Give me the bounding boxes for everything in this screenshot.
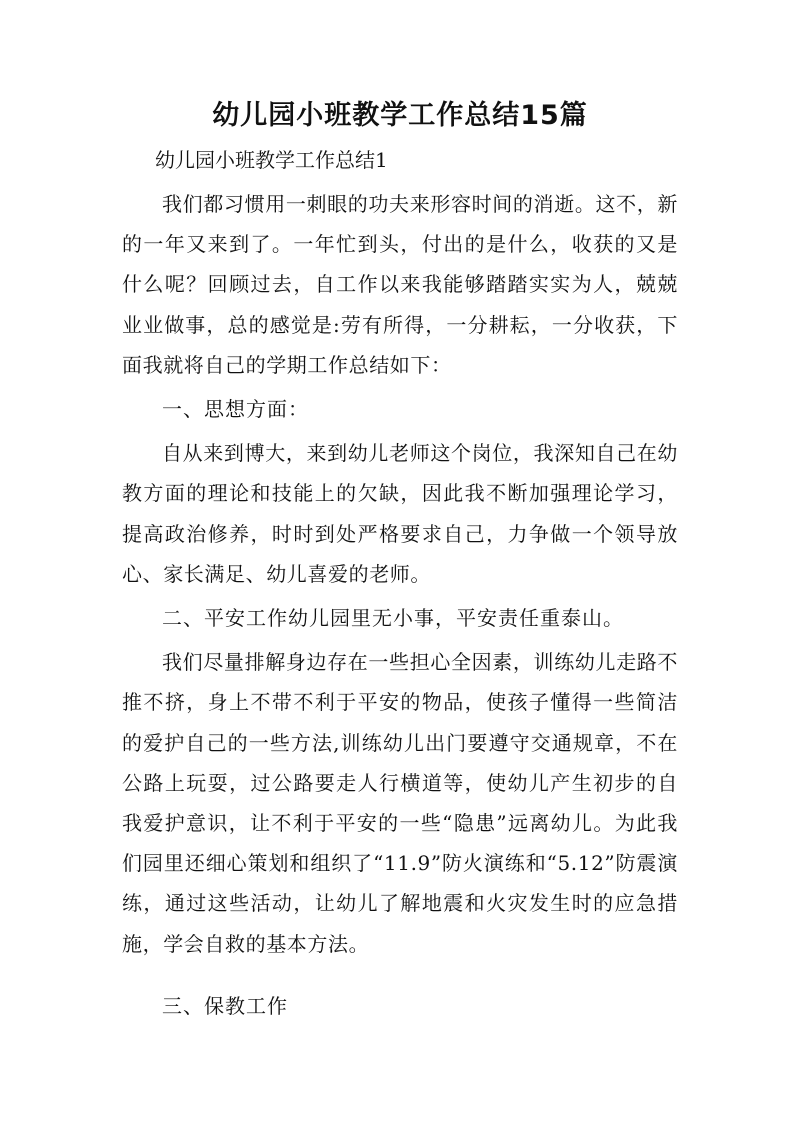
document-body xyxy=(122,184,678,1030)
paragraph-intro: 我们都习惯用一刺眼的功夫来形容时间的消逝。这不，新的一年又来到了。一年忙到头，付出的是什么，收获的又是什么呢？回顾过去，自工作以来我能够踏踏实实为人，兢兢业业做事，总的感觉是:劳有所得，一分耕耘，一分收获，下面我就将自己的学期工作总结如下： xyxy=(122,192,678,377)
section-heading-care: 三、保教工作 xyxy=(162,993,288,1018)
document-title: 幼儿园小班教学工作总结15篇 xyxy=(212,100,588,131)
paragraph-gap xyxy=(122,968,678,986)
paragraph-safety: 我们尽量排解身边存在一些担心全因素，训练幼儿走路不推不挤，身上不带不利于平安的物品，使孩子懂得一些简洁的爱护自己的一些方法,训练幼儿出门要遵守交通规章，不在公路上玩耍，过公路要走人行横道等，使幼儿产生初步的自我爱护意识，让不利于平安的一些“隐患”远离幼儿。为此我们园里还细心策划和组织了“11.9”防火演练和“5.12”防震演练，通过这些活动，让幼儿了解地震和火灾发生时的应急措施，学会自救的基本方法。 xyxy=(122,650,678,956)
section-heading-thought: 一、思想方面： xyxy=(162,397,309,422)
section-heading-safety: 二、平安工作幼儿园里无小事，平安责任重泰山。 xyxy=(162,606,624,631)
paragraph-thought: 自从来到博大，来到幼儿老师这个岗位，我深知自己在幼教方面的理论和技能上的欠缺，因此我不断加强理论学习，提高政治修养，时时到处严格要求自己，力争做一个领导放心、家长满足、幼儿喜爱的老师。 xyxy=(122,441,678,586)
document-subtitle: 幼儿园小班教学工作总结1 xyxy=(155,148,388,172)
